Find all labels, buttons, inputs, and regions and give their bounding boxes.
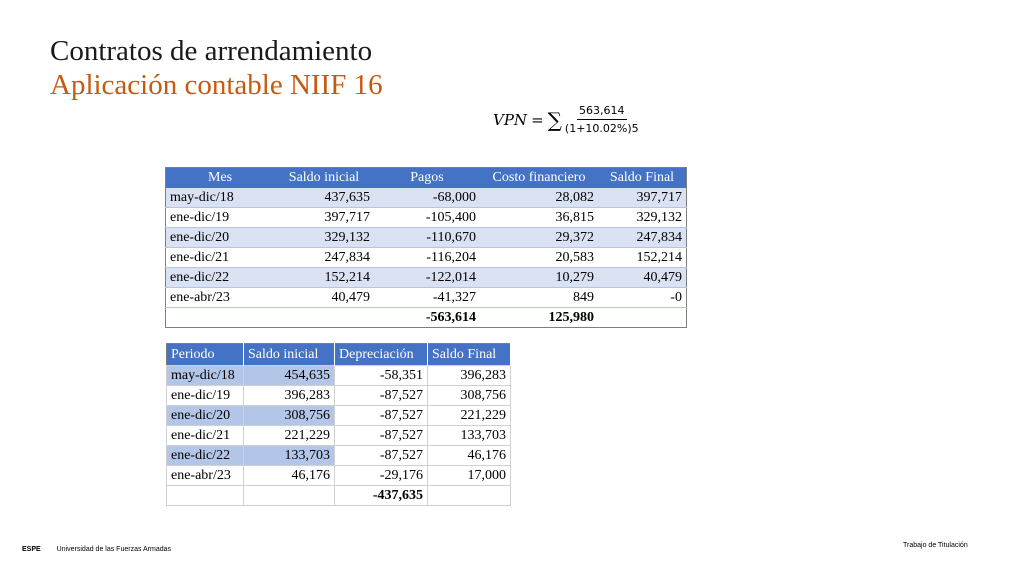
table-row [166, 208, 687, 228]
table-cell: ene-dic/22 [167, 446, 244, 466]
slide-title: Contratos de arrendamiento [50, 35, 373, 67]
table-cell: 17,000 [428, 466, 511, 486]
table-cell: ene-dic/19 [167, 386, 244, 406]
footer-institution: Universidad de las Fuerzas Armadas [56, 546, 172, 553]
table-cell: 247,834 [274, 248, 374, 268]
table-cell: -122,014 [374, 268, 480, 288]
table-cell: 397,717 [598, 188, 687, 208]
table-row [166, 268, 687, 288]
table-cell: 29,372 [480, 228, 598, 248]
table-cell: -87,527 [335, 386, 428, 406]
total-cell [598, 308, 687, 328]
col-header-saldo-inicial: Saldo inicial [274, 168, 374, 189]
table-row [166, 188, 687, 208]
table-cell: ene-dic/21 [166, 248, 275, 268]
table-cell: ene-abr/23 [167, 466, 244, 486]
col-header-costo-financiero: Costo financiero [480, 168, 598, 189]
col-header-depreciacion: Depreciación [335, 344, 428, 366]
table-row [167, 446, 511, 466]
col-header-periodo: Periodo [167, 344, 244, 366]
total-cell [428, 486, 511, 506]
total-cell [274, 308, 374, 328]
slide-subtitle: Aplicación contable NIIF 16 [50, 69, 383, 101]
table-cell: ene-abr/23 [166, 288, 275, 308]
footer-right: Trabajo de Titulación [903, 542, 968, 549]
table-cell: ene-dic/20 [167, 406, 244, 426]
table-cell: 396,283 [244, 386, 335, 406]
table-cell: 152,214 [598, 248, 687, 268]
formula-equals: = [531, 110, 544, 129]
table-cell: -87,527 [335, 446, 428, 466]
col-header-saldo-inicial: Saldo inicial [244, 344, 335, 366]
table-cell: 397,717 [274, 208, 374, 228]
formula-numerator: 563,614 [577, 104, 627, 120]
table-cell: ene-dic/22 [166, 268, 275, 288]
table-cell: ene-dic/21 [167, 426, 244, 446]
table-cell: 849 [480, 288, 598, 308]
table-cell: 28,082 [480, 188, 598, 208]
table-cell: 308,756 [428, 386, 511, 406]
table-cell: 329,132 [274, 228, 374, 248]
col-header-saldo-final: Saldo Final [598, 168, 687, 189]
table-total-row [167, 486, 511, 506]
table-cell: -0 [598, 288, 687, 308]
table-row [167, 366, 511, 386]
table-header-row [167, 344, 511, 366]
footer-brand: ESPE [22, 546, 41, 553]
table-cell: 221,229 [244, 426, 335, 446]
table-row [167, 426, 511, 446]
table-cell: 40,479 [598, 268, 687, 288]
table-cell: 308,756 [244, 406, 335, 426]
table-cell: 20,583 [480, 248, 598, 268]
col-header-mes: Mes [166, 168, 275, 189]
sigma-symbol: ∑ [547, 107, 562, 132]
formula-denominator: (1+10.02%)5 [564, 122, 639, 135]
table-cell: 247,834 [598, 228, 687, 248]
table-cell: -58,351 [335, 366, 428, 386]
total-cell: -563,614 [425, 309, 476, 325]
table-cell: 133,703 [244, 446, 335, 466]
table-total-row [166, 308, 687, 328]
table-cell: 396,283 [428, 366, 511, 386]
table-row [167, 386, 511, 406]
table-cell: 221,229 [428, 406, 511, 426]
table-cell: ene-dic/19 [166, 208, 275, 228]
table-cell: 40,479 [274, 288, 374, 308]
table-cell: may-dic/18 [166, 188, 275, 208]
table-cell: -87,527 [335, 426, 428, 446]
total-cell: -437,635 [335, 486, 428, 506]
table-cell: 46,176 [428, 446, 511, 466]
table-cell: 46,176 [244, 466, 335, 486]
col-header-saldo-final: Saldo Final [428, 344, 511, 366]
formula-fraction [565, 104, 639, 135]
footer-left [22, 546, 171, 553]
table-cell: -105,400 [374, 208, 480, 228]
table-cell: 152,214 [274, 268, 374, 288]
table-row [166, 288, 687, 308]
table-cell: 329,132 [598, 208, 687, 228]
table-header-row [166, 168, 687, 189]
table-row [166, 228, 687, 248]
col-header-pagos: Pagos [374, 168, 480, 189]
total-cell [166, 308, 275, 328]
total-cell [244, 486, 335, 506]
table-cell: 454,635 [244, 366, 335, 386]
table-cell: 10,279 [480, 268, 598, 288]
table-cell: -87,527 [335, 406, 428, 426]
total-cell [167, 486, 244, 506]
table-cell: 133,703 [428, 426, 511, 446]
table-row [166, 248, 687, 268]
vpn-formula [493, 104, 639, 135]
table-row [167, 406, 511, 426]
table-cell: 437,635 [274, 188, 374, 208]
table-cell: -68,000 [374, 188, 480, 208]
depreciation-table [166, 343, 511, 506]
formula-lhs: VPN [493, 110, 528, 129]
table-cell: 36,815 [480, 208, 598, 228]
table-row [167, 466, 511, 486]
table-cell: may-dic/18 [167, 366, 244, 386]
table-cell: ene-dic/20 [166, 228, 275, 248]
table-cell: -110,670 [374, 228, 480, 248]
table-cell: -41,327 [374, 288, 480, 308]
table-cell: -29,176 [335, 466, 428, 486]
total-cell: 125,980 [548, 309, 594, 325]
table-cell: -116,204 [374, 248, 480, 268]
lease-liability-table [165, 167, 687, 328]
